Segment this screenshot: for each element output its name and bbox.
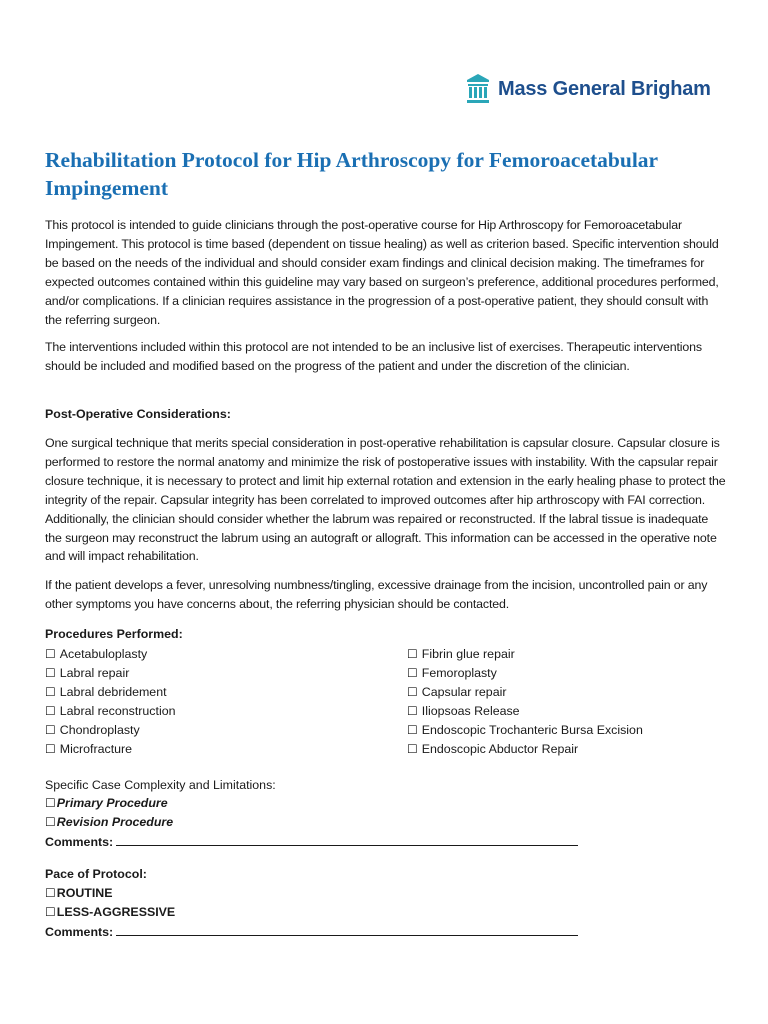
intro-paragraph: This protocol is intended to guide clinicians through the post-operative course for Hip Arthroscopy for Femoroacetabular Impingement. This protocol is time based (dependent on tissue healing) as well as criterion based. Specific intervention should be based on the needs of the individual and should consider exam findings and clinical decision making. The timeframes for expected outcomes contained within this guideline may vary based on surgeon’s preference, additional procedures performed, and/or complications. If a clinician requires assistance in the progression of a post-operative patient, they should consult with the referring surgeon. <box>45 218 719 327</box>
interventions-paragraph: The interventions included within this protocol are not intended to be an inclusive list of exercises. Therapeutic interventions should be included and modified based on the progress of the patient and under the discretion of the clinician. <box>45 340 702 373</box>
fever-paragraph: If the patient develops a fever, unresolving numbness/tingling, excessive drainage from the incision, uncontrolled pain or any other symptoms you have concerns about, the referring physician should be contacted. <box>45 578 708 611</box>
procedure-item[interactable] <box>407 702 643 721</box>
post-op-heading: Post-Operative Considerations: <box>45 407 231 421</box>
checkbox-icon[interactable]: ☐ <box>407 723 418 737</box>
procedure-item[interactable] <box>45 702 175 721</box>
comments-label: Comments: <box>45 925 114 939</box>
checkbox-icon[interactable]: ☐ <box>407 742 418 756</box>
procedure-item[interactable] <box>45 683 175 702</box>
procedure-item[interactable] <box>407 721 643 740</box>
brand-logo <box>466 73 711 105</box>
checkbox-icon[interactable]: ☐ <box>45 647 56 661</box>
complexity-heading: Specific Case Complexity and Limitations: <box>45 778 276 792</box>
checkbox-icon[interactable]: ☐ <box>45 666 56 680</box>
brand-name: Mass General Brigham <box>498 77 711 100</box>
procedures-heading: Procedures Performed: <box>45 627 183 641</box>
checkbox-icon[interactable]: ☐ <box>45 742 56 756</box>
procedure-label: Iliopsoas Release <box>421 704 520 718</box>
comments-input-line[interactable] <box>116 833 578 846</box>
checkbox-icon[interactable]: ☐ <box>407 647 418 661</box>
post-op-paragraph: One surgical technique that merits special consideration in post-operative rehabilitation is capsular closure. Capsular closure is performed to restore the normal anatomy and minimize the risk of postoperative issues with instability. With the capsular repair closure technique, it is necessary to protect and limit hip external rotation and extension in the early healing phase to protect the integrity of the repair. Capsular integrity has been correlated to improved outcomes after hip arthroscopy with FAI correction. Additionally, the clinician should consider whether the labrum was repaired or reconstructed. If the labral tissue is inadequate the surgeon may reconstruct the labrum using an autograft or allograft. This information can be accessed in the operative note and will impact rehabilitation. <box>45 436 726 564</box>
procedure-item[interactable] <box>407 664 643 683</box>
checkbox-icon[interactable]: ☐ <box>45 685 56 699</box>
comments-input-line[interactable] <box>116 923 578 936</box>
checkbox-icon[interactable]: ☐ <box>45 723 56 737</box>
procedure-label: Labral repair <box>59 666 130 680</box>
checkbox-icon[interactable]: ☐ <box>407 685 418 699</box>
procedure-label: Endoscopic Abductor Repair <box>421 742 579 756</box>
checkbox-icon[interactable]: ☐ <box>45 886 56 900</box>
procedure-item[interactable] <box>45 664 175 683</box>
procedure-item[interactable] <box>45 740 175 759</box>
page-title: Rehabilitation Protocol for Hip Arthroscopy for Femoroacetabular Impingement <box>45 148 658 200</box>
routine-option[interactable] <box>45 886 113 900</box>
procedure-label: Capsular repair <box>421 685 507 699</box>
procedure-label: Chondroplasty <box>59 723 140 737</box>
procedure-item[interactable] <box>45 645 175 664</box>
option-label: Revision Procedure <box>56 815 174 829</box>
procedure-item[interactable] <box>407 740 643 759</box>
pace-heading: Pace of Protocol: <box>45 867 147 881</box>
checkbox-icon[interactable]: ☐ <box>45 905 56 919</box>
option-label: Primary Procedure <box>56 796 168 810</box>
procedure-item[interactable] <box>407 683 643 702</box>
procedure-label: Labral reconstruction <box>59 704 176 718</box>
checkbox-icon[interactable]: ☐ <box>407 666 418 680</box>
pace-comments[interactable] <box>45 923 578 939</box>
checkbox-icon[interactable]: ☐ <box>45 815 56 829</box>
procedures-left-list <box>45 645 175 759</box>
procedure-label: Labral debridement <box>59 685 167 699</box>
procedure-label: Acetabuloplasty <box>59 647 148 661</box>
procedure-label: Microfracture <box>59 742 133 756</box>
procedure-label: Femoroplasty <box>421 666 497 680</box>
primary-procedure-option[interactable] <box>45 796 168 810</box>
procedure-item[interactable] <box>407 645 643 664</box>
comments-label: Comments: <box>45 835 114 849</box>
option-label: ROUTINE <box>56 886 113 900</box>
checkbox-icon[interactable]: ☐ <box>45 796 56 810</box>
building-columns-icon <box>466 73 490 105</box>
procedure-item[interactable] <box>45 721 175 740</box>
procedure-label: Fibrin glue repair <box>421 647 515 661</box>
checkbox-icon[interactable]: ☐ <box>45 704 56 718</box>
less-aggressive-option[interactable] <box>45 905 175 919</box>
complexity-comments[interactable] <box>45 833 578 849</box>
checkbox-icon[interactable]: ☐ <box>407 704 418 718</box>
revision-procedure-option[interactable] <box>45 815 173 829</box>
procedures-right-list <box>407 645 643 759</box>
procedure-label: Endoscopic Trochanteric Bursa Excision <box>421 723 643 737</box>
option-label: LESS-AGGRESSIVE <box>56 905 176 919</box>
